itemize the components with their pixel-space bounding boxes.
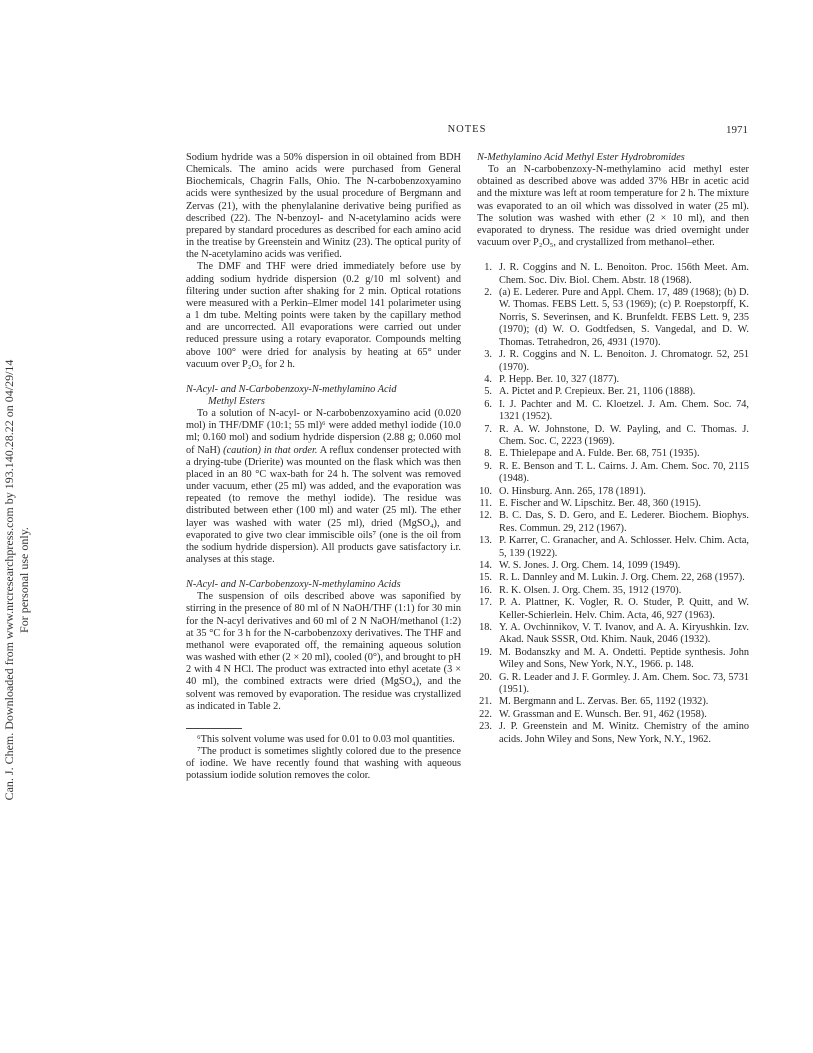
reference-number: 22.: [479, 708, 492, 720]
footnote-6: ⁶This solvent volume was used for 0.01 to 0.03 mol quantities.: [197, 733, 455, 745]
reference-text: B. C. Das, S. D. Gero, and E. Lederer. Biochem. Biophys. Res. Commun. 29, 212 (1967).: [499, 510, 749, 534]
reference-text: (a) E. Lederer. Pure and Appl. Chem. 17, 489 (1968); (b) D. W. Thomas. FEBS Lett. 5, 53 (1969); (c) P. Roepstorpff, K. Norris, S. Severinsen, and K. Brunfeldt. FEBS Lett. 9, 235 (1970); (d) W. O. Godtfedsen, S. Vangedal, and D. W. Thomas. Tetrahedron, 26, 4931 (1970).: [499, 287, 749, 348]
watermark-line-2: For personal use only.: [17, 527, 31, 633]
reference-item: [477, 672, 749, 697]
reference-item: [477, 535, 749, 560]
reference-text: G. R. Leader and J. F. Gormley. J. Am. Chem. Soc. 73, 5731 (1951).: [499, 671, 749, 696]
reference-text: M. Bergmann and L. Zervas. Ber. 65, 1192 (1932).: [499, 696, 709, 708]
reference-number: 8.: [484, 448, 492, 460]
section-heading-methyl-esters: [186, 384, 461, 408]
reference-item: [477, 647, 749, 672]
methylation-text-b: A reflux condenser protected with a drying-tube (Drierite) was mounted on the flask which was then placed in an 80 °C wax-bath for 24 h. The solvent was removed under vacuum, ether (25 ml) was added, and the evaporation was repeated (to remove the methyl iodide). The residue was distributed between ether (100 ml) and water (25 ml). The ether layer was washed with water (25 ml), dried (MgSO₄), and evaporated to give two clear immiscible oils⁷ (one is the oil from the sodium hydride dispersion). All products gave satisfactory i.r. analyses at this stage.: [186, 444, 461, 565]
watermark-line-1: Can. J. Chem. Downloaded from www.nrcresearchpress.com by 193.140.28.22 on 04/29/14: [2, 359, 16, 801]
reference-number: 3.: [484, 349, 492, 361]
section-heading-amino-acids: N-Acyl- and N-Carbobenzoxy-N-methylamino Acids: [186, 579, 401, 591]
reference-text: R. A. W. Johnstone, D. W. Payling, and C. Thomas. J. Chem. Soc. C, 2223 (1969).: [499, 423, 749, 447]
reference-text: R. E. Benson and T. L. Cairns. J. Am. Chem. Soc. 70, 2115 (1948).: [499, 460, 749, 485]
materials-paragraph: Sodium hydride was a 50% dispersion in oil obtained from BDH Chemicals. The amino acids were purchased from General Biochemicals, Chagrin Falls, Ohio. The N-carbobenzoxyamino acids were synthesized by the usual procedure of Bergmann and Zervas (21), with the phenylalanine derivative being purified as described (22). The N-benzoyl- and N-acetylamino acids were prepared by standard procedures as described for each amino acid in the treatise by Greenstein and Winitz (23). The optical purity of the N-acetylamino acids was verified.: [186, 152, 461, 261]
heading-line-1: N-Acyl- and N-Carbobenzoxy-N-methylamino Acid: [186, 383, 397, 395]
reference-text: E. Thielepape and A. Fulde. Ber. 68, 751 (1935).: [499, 448, 700, 460]
reference-text: P. Hepp. Ber. 10, 327 (1877).: [499, 373, 620, 385]
solvents-paragraph: The DMF and THF were dried immediately before use by adding sodium hydride dispersion (0.2 g/10 ml solvent) and filtering under suction after shaking for 2 min. Optical rotations were measured with a Perkin–Elmer model 141 polarimeter using a 1 dm tube. Melting points were taken by the capillary method and are uncorrected. All evaporations were carried out under reduced pressure using a rotary evaporator. Compounds melting above 100° were dried for analysis by heating at 65° under vacuum over P₂O₅ for 2 h.: [186, 261, 461, 370]
reference-text: J. R. Coggins and N. L. Benoiton. Proc. 156th Meet. Am. Chem. Soc. Div. Biol. Chem. Abstr. 18 (1968).: [499, 262, 749, 286]
reference-item: [477, 560, 749, 572]
footnote-divider: [186, 728, 242, 729]
running-title: NOTES: [447, 124, 487, 135]
reference-number: 15.: [479, 572, 492, 584]
reference-text: E. Fischer and W. Lipschitz. Ber. 48, 360 (1915).: [499, 497, 701, 509]
reference-text: R. K. Olsen. J. Org. Chem. 35, 1912 (1970).: [499, 584, 682, 596]
download-watermark: [2, 200, 32, 960]
hydrobromide-paragraph: To an N-carbobenzoxy-N-methylamino acid methyl ester obtained as described above was added 37% HBr in acetic acid and the mixture was left at room temperature for 2 h. The mixture was evaporated to an oil which was dissolved in water (25 ml). The solution was washed with ether (2 × 10 ml), and then evaporated to dryness. The residue was dried overnight under vacuum over P₂O₅, and crystallized from methanol–ether.: [477, 164, 749, 249]
reference-item: [477, 424, 749, 449]
reference-number: 5.: [484, 386, 492, 398]
reference-item: [477, 585, 749, 597]
reference-text: I. J. Pachter and M. C. Kloetzel. J. Am. Chem. Soc. 74, 1321 (1952).: [499, 398, 749, 423]
reference-number: 13.: [479, 535, 492, 547]
reference-number: 17.: [479, 597, 492, 609]
reference-number: 23.: [479, 721, 492, 733]
reference-number: 12.: [479, 510, 492, 522]
reference-text: R. L. Dannley and M. Lukin. J. Org. Chem. 22, 268 (1957).: [499, 572, 745, 584]
reference-number: 9.: [484, 460, 492, 472]
footnote-7: ⁷The product is sometimes slightly colored due to the presence of iodine. We have recently found that washing with aqueous potassium iodide solution removes the color.: [186, 746, 461, 782]
reference-text: W. S. Jones. J. Org. Chem. 14, 1099 (1949).: [499, 560, 681, 571]
reference-item: [477, 498, 749, 510]
reference-list: [477, 262, 749, 746]
reference-number: 20.: [479, 671, 492, 683]
reference-text: J. R. Coggins and N. L. Benoiton. J. Chromatogr. 52, 251 (1970).: [499, 349, 749, 373]
reference-item: [477, 448, 749, 460]
methylation-paragraph: [186, 408, 461, 566]
reference-number: 11.: [479, 497, 492, 509]
reference-number: 10.: [479, 485, 492, 497]
reference-text: O. Hinsburg. Ann. 265, 178 (1891).: [499, 485, 646, 497]
page-number: 1971: [726, 124, 748, 136]
left-column: [186, 152, 461, 783]
heading-line-2: Methyl Esters: [208, 395, 265, 407]
reference-item: [477, 399, 749, 424]
saponification-paragraph: The suspension of oils described above was saponified by stirring in the presence of 80 ml of N NaOH/THF (1:1) for 30 min for the N-acyl derivatives and 60 ml of 2 N NaOH/methanol (1:2) at 35 °C for 3 h for the N-carbobenzoxy derivatives. The THF and methanol were evaporated off, the remaining aqueous solution was washed with ether (2 × 20 ml), cooled (0°), and brought to pH 2 with 4 N HCl. The product was extracted into ethyl acetate (3 × 40 ml), the combined extracts were dried (MgSO₄), and the solvent was removed by evaporation. The residue was crystallized as indicated in Table 2.: [186, 591, 461, 712]
reference-number: 7.: [484, 423, 492, 435]
section-heading-hydrobromides: N-Methylamino Acid Methyl Ester Hydrobromides: [477, 152, 685, 163]
reference-item: [477, 349, 749, 374]
reference-number: 16.: [479, 584, 492, 596]
reference-item: [477, 461, 749, 486]
reference-number: 6.: [484, 398, 492, 410]
reference-text: M. Bodanszky and M. A. Ondetti. Peptide synthesis. John Wiley and Sons, New York, N.Y., 1966. p. 148.: [499, 646, 749, 671]
reference-item: [477, 622, 749, 647]
reference-number: 14.: [479, 560, 492, 571]
methylation-text-a: To a solution of N-acyl- or N-carbobenzoxyamino acid (0.020 mol) in THF/DMF (10:1; 55 ml)⁶ were added methyl iodide (10.0 ml; 0.160 mol) and sodium hydride dispersion (2.88 g; 0.060 mol of NaH): [186, 408, 461, 456]
caution-text: (caution) in that order.: [223, 444, 318, 456]
reference-item: [477, 721, 749, 746]
reference-item: [477, 597, 749, 622]
reference-number: 1.: [484, 262, 492, 274]
reference-number: 4.: [484, 373, 492, 385]
reference-item: [477, 709, 749, 721]
reference-item: [477, 287, 749, 349]
reference-number: 21.: [479, 696, 492, 708]
reference-text: J. P. Greenstein and M. Winitz. Chemistry of the amino acids. John Wiley and Sons, New York, N.Y., 1962.: [499, 721, 749, 745]
reference-item: [477, 374, 749, 386]
reference-number: 19.: [479, 646, 492, 658]
reference-text: P. Karrer, C. Granacher, and A. Schlosser. Helv. Chim. Acta, 5, 139 (1922).: [499, 535, 749, 559]
reference-item: [477, 696, 749, 708]
reference-text: Y. A. Ovchinnikov, V. T. Ivanov, and A. A. Kiryushkin. Izv. Akad. Nauk SSSR, Otd. Khim. Nauk, 2046 (1932).: [499, 622, 749, 646]
reference-number: 2.: [484, 287, 492, 299]
reference-number: 18.: [479, 622, 492, 634]
page-header: [186, 124, 748, 140]
reference-text: P. A. Plattner, K. Vogler, R. O. Studer, P. Quitt, and W. Keller-Schierlein. Helv. Chim. Acta, 46, 927 (1963).: [499, 597, 749, 621]
reference-item: [477, 572, 749, 584]
reference-text: W. Grassman and E. Wunsch. Ber. 91, 462 (1958).: [499, 708, 707, 720]
reference-text: A. Pictet and P. Crepieux. Ber. 21, 1106 (1888).: [499, 386, 696, 398]
right-column: [477, 152, 749, 746]
reference-item: [477, 386, 749, 398]
reference-item: [477, 262, 749, 287]
reference-item: [477, 510, 749, 535]
reference-item: [477, 486, 749, 498]
